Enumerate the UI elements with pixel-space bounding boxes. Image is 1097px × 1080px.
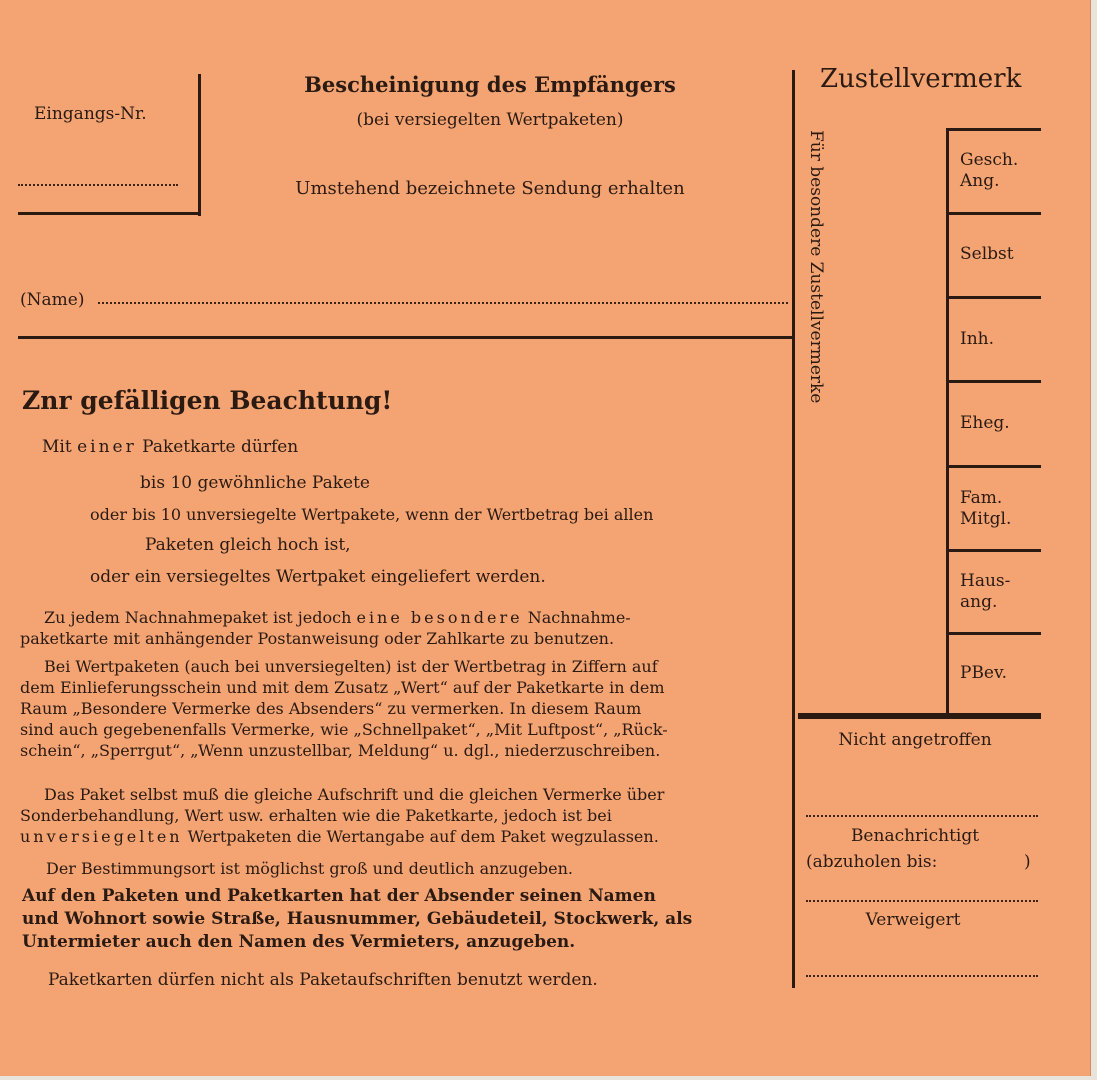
p3-spaced: unversiegelten bbox=[20, 827, 183, 846]
boxes-bottom-border bbox=[798, 713, 1041, 719]
box-border-0 bbox=[946, 128, 1041, 131]
special-delivery-notes-label: Für besondere Zustellvermerke bbox=[806, 130, 826, 404]
entry-number-label: Eingangs-Nr. bbox=[34, 104, 147, 124]
intro-pre: Mit bbox=[42, 437, 78, 457]
box-border-4 bbox=[946, 465, 1041, 468]
box-gesch-ang-l1: Gesch. bbox=[960, 150, 1019, 170]
notes-para-1-line-2: paketkarte mit anhängender Postanweisung oder Zahlkarte zu benutzen. bbox=[20, 629, 615, 648]
notes-para-1-line-1 bbox=[44, 607, 631, 628]
right-column-divider bbox=[792, 70, 795, 988]
notes-intro bbox=[42, 437, 298, 458]
p1-spaced: eine besondere bbox=[356, 608, 523, 627]
notes-para-2-line-5: schein“, „Sperrgut“, „Wenn unzustellbar, Meldung“ u. dgl., niederzuschreiben. bbox=[20, 741, 661, 760]
notes-para-2-line-2: dem Einlieferungsschein und mit dem Zusatz „Wert“ auf der Paketkarte in dem bbox=[20, 678, 665, 697]
boxes-left-border bbox=[946, 128, 949, 718]
not-found-label: Nicht angetroffen bbox=[838, 730, 992, 750]
box-selbst-l1: Selbst bbox=[960, 244, 1014, 264]
box-haus-ang-l2: ang. bbox=[960, 592, 998, 612]
box-pbev bbox=[960, 663, 1007, 684]
refused-dotted-line bbox=[806, 975, 1038, 977]
box-eheg bbox=[960, 413, 1010, 434]
pickup-close: ) bbox=[1024, 852, 1031, 872]
notes-para-2-line-1: Bei Wertpaketen (auch bei unversiegelten) ist der Wertbetrag in Ziffern auf bbox=[44, 657, 658, 676]
box-gesch-ang bbox=[960, 150, 1018, 192]
box-inh bbox=[960, 329, 994, 350]
notified-label: Benachrichtigt bbox=[850, 826, 980, 846]
entry-number-dotted-line bbox=[18, 184, 178, 186]
box-border-1 bbox=[946, 212, 1041, 215]
notes-item-2b: Paketen gleich hoch ist, bbox=[145, 535, 351, 555]
header-separator bbox=[18, 336, 794, 339]
name-dotted-line bbox=[98, 302, 788, 304]
not-found-dotted-line bbox=[806, 815, 1038, 817]
notes-para-3-line-3 bbox=[20, 826, 659, 847]
notes-para-5-line-2: und Wohnort sowie Straße, Hausnummer, Gebäudeteil, Stockwerk, als bbox=[22, 909, 693, 929]
entry-box-right-border bbox=[198, 74, 201, 216]
p1-pre: Zu jedem Nachnahmepaket ist jedoch bbox=[44, 608, 357, 627]
box-haus-ang-l1: Haus- bbox=[960, 571, 1011, 591]
pickup-label: (abzuholen bis: bbox=[806, 852, 938, 872]
box-border-6 bbox=[946, 632, 1041, 635]
notes-item-2a: oder bis 10 unversiegelte Wertpakete, wenn der Wertbetrag bei allen bbox=[90, 505, 654, 524]
refused-label: Verweigert bbox=[865, 910, 961, 930]
entry-box-bottom-border bbox=[18, 212, 201, 215]
box-fam-mitgl-l2: Mitgl. bbox=[960, 509, 1012, 529]
intro-spaced: einer bbox=[77, 437, 137, 457]
received-statement: Umstehend bezeichnete Sendung erhalten bbox=[295, 178, 685, 199]
notified-dotted-line bbox=[806, 900, 1038, 902]
notes-para-2-line-4: sind auch gegebenenfalls Vermerke, wie „Schnellpaket“, „Mit Luftpost“, „Rück- bbox=[20, 720, 668, 739]
certificate-subtitle: (bei versiegelten Wertpaketen) bbox=[356, 110, 624, 130]
box-fam-mitgl-l1: Fam. bbox=[960, 488, 1003, 508]
notes-para-3-line-2: Sonderbehandlung, Wert usw. erhalten wie die Paketkarte, jedoch ist bei bbox=[20, 806, 612, 825]
delivery-title: Zustellvermerk bbox=[820, 64, 1022, 94]
box-haus-ang bbox=[960, 571, 1010, 613]
notes-para-3-line-1: Das Paket selbst muß die gleiche Aufschrift und die gleichen Vermerke über bbox=[44, 785, 665, 804]
notes-para-6: Paketkarten dürfen nicht als Paketaufschriften benutzt werden. bbox=[48, 970, 598, 990]
p1-post: Nachnahme- bbox=[522, 608, 631, 627]
box-pbev-l1: PBev. bbox=[960, 663, 1007, 683]
certificate-title: Bescheinigung des Empfängers bbox=[304, 72, 676, 97]
name-label: (Name) bbox=[20, 290, 85, 310]
box-border-5 bbox=[946, 549, 1041, 552]
intro-post: Paketkarte dürfen bbox=[136, 437, 299, 457]
notes-para-2-line-3: Raum „Besondere Vermerke des Absenders“ zu vermerken. In diesem Raum bbox=[20, 699, 642, 718]
box-border-2 bbox=[946, 296, 1041, 299]
notes-title: Znr gefälligen Beachtung! bbox=[22, 386, 393, 415]
box-selbst bbox=[960, 244, 1014, 265]
box-border-3 bbox=[946, 380, 1041, 383]
box-fam-mitgl bbox=[960, 488, 1011, 530]
box-inh-l1: Inh. bbox=[960, 329, 995, 349]
notes-para-5-line-3: Untermieter auch den Namen des Vermieters, anzugeben. bbox=[22, 932, 576, 952]
box-eheg-l1: Eheg. bbox=[960, 413, 1010, 433]
notes-item-1: bis 10 gewöhnliche Pakete bbox=[140, 473, 370, 493]
p3-post: Wertpaketen die Wertangabe auf dem Paket wegzulassen. bbox=[182, 827, 659, 846]
notes-para-5-line-1: Auf den Paketen und Paketkarten hat der Absender seinen Namen bbox=[22, 886, 656, 906]
notes-item-3: oder ein versiegeltes Wertpaket eingeliefert werden. bbox=[90, 567, 546, 587]
box-gesch-ang-l2: Ang. bbox=[960, 171, 1000, 191]
notes-para-4: Der Bestimmungsort ist möglichst groß und deutlich anzugeben. bbox=[46, 859, 573, 878]
